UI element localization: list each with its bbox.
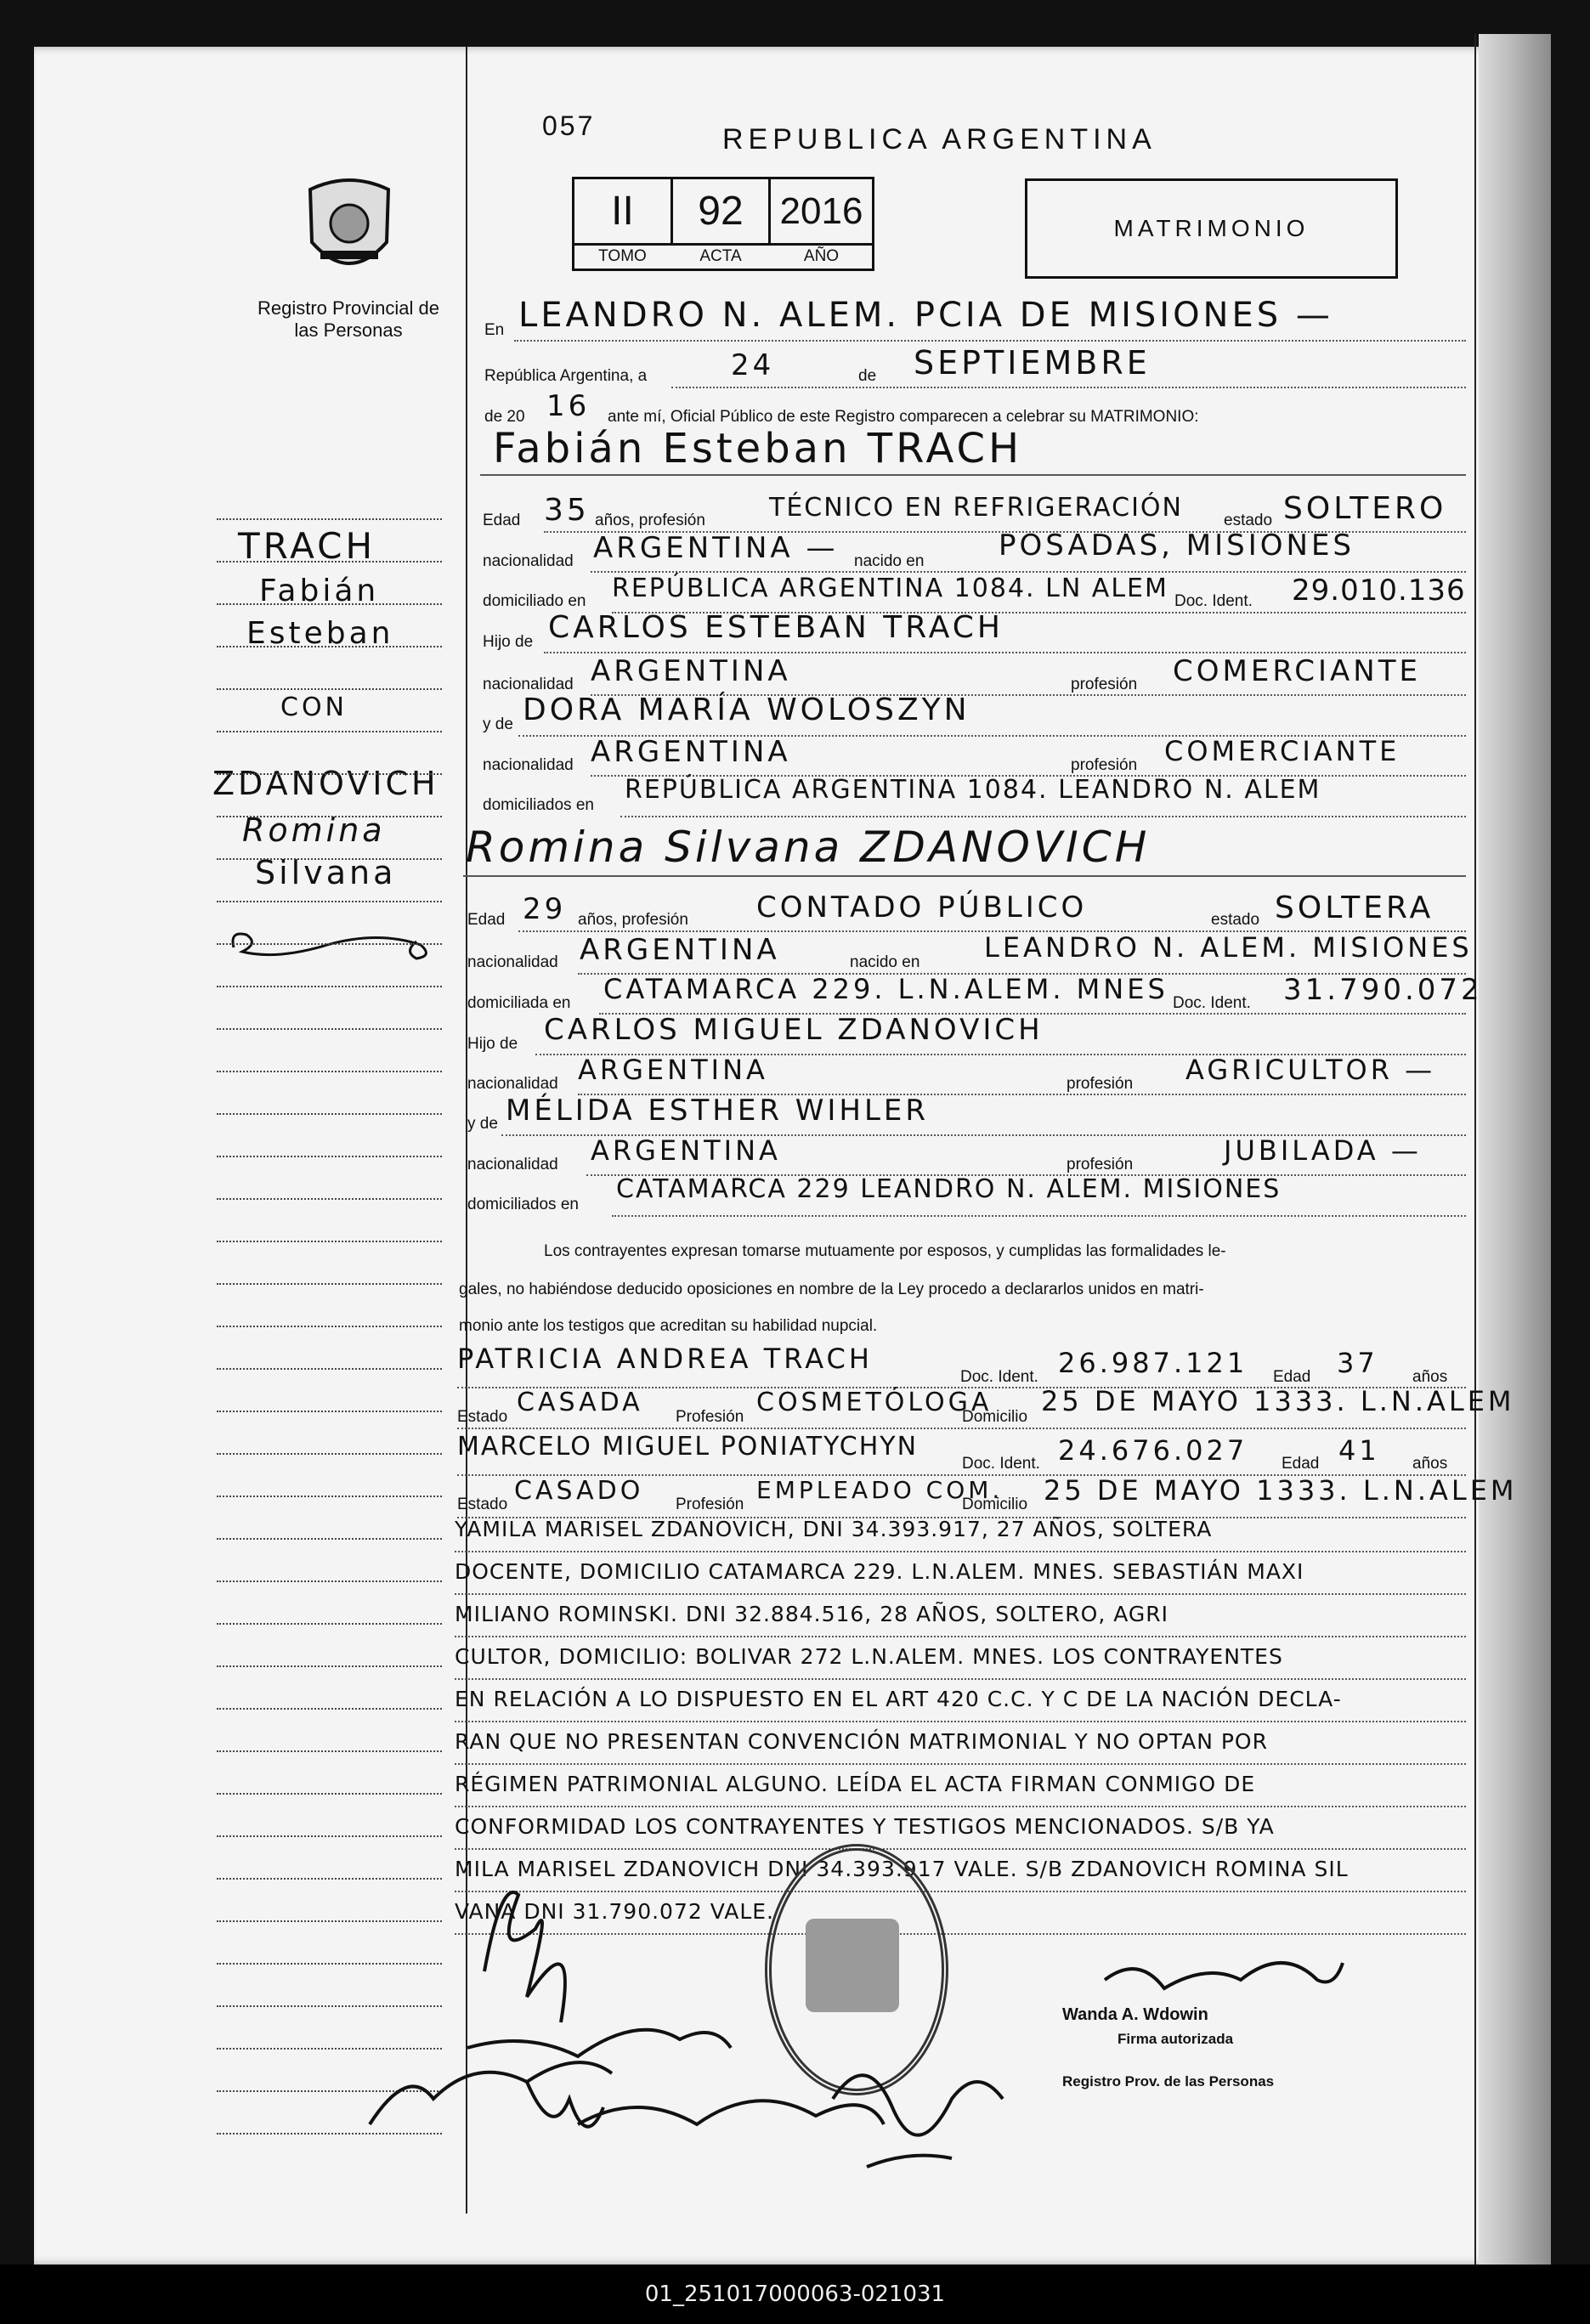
margin-surname-groom: TRACH — [238, 525, 376, 567]
witness-1-doc: 26.987.121 — [1058, 1347, 1248, 1379]
margin-dotted-line — [217, 1623, 442, 1625]
year-suffix: 16 — [546, 389, 591, 423]
groom-estado-label: estado — [1224, 512, 1273, 529]
margin-name-groom-1: Fabián — [259, 574, 380, 608]
witness-1-edad: 37 — [1337, 1347, 1378, 1379]
country-title: REPUBLICA ARGENTINA — [722, 123, 1157, 155]
signatures-icon — [357, 1844, 1462, 2184]
witness-1-domicilio-label: Domicilio — [962, 1408, 1028, 1426]
groom-father-profesion: COMERCIANTE — [1173, 654, 1421, 688]
note-line: YAMILA MARISEL ZDANOVICH, DNI 34.393.917, 27 AÑOS, SOLTERA — [455, 1517, 1213, 1541]
witness-1-name: PATRICIA ANDREA TRACH — [457, 1343, 873, 1375]
witness-1-doc-label: Doc. Ident. — [960, 1368, 1038, 1386]
bride-mother: MÉLIDA ESTHER WIHLER — [506, 1094, 930, 1128]
bride-domiciliada-label: domiciliada en — [467, 994, 571, 1012]
image-id-caption: 01_251017000063-021031 — [0, 2265, 1590, 2324]
witness-2-domicilio-label: Domicilio — [962, 1496, 1028, 1513]
groom-domicilio: REPÚBLICA ARGENTINA 1084. LN ALEM — [612, 574, 1168, 603]
groom-father-prof-label: profesión — [1071, 676, 1138, 693]
bride-father: CARLOS MIGUEL ZDANOVICH — [544, 1013, 1044, 1047]
bride-father-prof-label: profesión — [1067, 1075, 1134, 1093]
margin-dotted-line — [217, 1326, 442, 1327]
bride-domiciliados-label: domiciliados en — [467, 1196, 579, 1213]
groom-nacionalidad-label: nacionalidad — [483, 552, 574, 570]
declaration-line-1: Los contrayentes expresan tomarse mutuamente por esposos, y cumplidas las formalidades le- — [544, 1242, 1226, 1260]
groom-parents-domicilio: REPÚBLICA ARGENTINA 1084. LEANDRO N. ALEM — [625, 775, 1321, 805]
margin-dotted-line — [217, 816, 442, 817]
note-line: CULTOR, DOMICILIO: BOLIVAR 272 L.N.ALEM. MNES. LOS CONTRAYENTES — [455, 1644, 1283, 1669]
bride-doc-label: Doc. Ident. — [1173, 994, 1251, 1012]
bride-edad: 29 — [523, 892, 567, 926]
bride-doc: 31.790.072 — [1283, 973, 1483, 1007]
groom-hijo-label: Hijo de — [483, 633, 534, 651]
groom-father-nac-label: nacionalidad — [483, 676, 574, 693]
margin-dotted-line — [217, 943, 442, 945]
declaration-line-3: monio ante los testigos que acreditan su habilidad nupcial. — [459, 1317, 878, 1335]
anio-label: AÑO — [803, 247, 840, 265]
groom-mother-nac-label: nacionalidad — [483, 756, 574, 774]
margin-name-bride-1: Romina — [242, 811, 386, 849]
en-label: En — [484, 321, 505, 339]
note-line: RÉGIMEN PATRIMONIAL ALGUNO. LEÍDA EL ACTA FIRMAN CONMIGO DE — [455, 1772, 1256, 1796]
registry-name: Registro Provincial de las Personas — [257, 297, 439, 341]
margin-dotted-line — [217, 1198, 442, 1200]
month-value: SEPTIEMBRE — [914, 344, 1151, 382]
groom-mother-prof-label: profesión — [1071, 756, 1138, 774]
intro-statement: ante mí, Oficial Público de este Registro comparecen a celebrar su MATRIMONIO: — [608, 408, 1199, 426]
margin-dotted-line — [217, 1793, 442, 1795]
groom-doc: 29.010.136 — [1292, 574, 1466, 608]
bride-father-profesion: AGRICULTOR — — [1185, 1054, 1436, 1086]
groom-edad-label: Edad — [483, 512, 521, 529]
margin-dotted-line — [217, 688, 442, 690]
note-line: DOCENTE, DOMICILIO CATAMARCA 229. L.N.ALEM. MNES. SEBASTIÁN MAXI — [455, 1559, 1304, 1584]
margin-dotted-line — [217, 901, 442, 902]
margin-dotted-line — [217, 1750, 442, 1752]
anio-value: 2016 — [779, 190, 863, 232]
groom-yde-label: y de — [483, 715, 513, 733]
official-role: Firma autorizada — [1118, 2031, 1234, 2047]
witness-2-profesion-label: Profesión — [676, 1496, 744, 1513]
official-name: Wanda A. Wdowin — [1062, 2005, 1208, 2024]
witness-1-profesion-label: Profesión — [676, 1408, 744, 1426]
bride-profesion: CONTADO PÚBLICO — [756, 891, 1088, 925]
margin-dotted-line — [217, 1071, 442, 1072]
groom-father: CARLOS ESTEBAN TRACH — [548, 610, 1004, 645]
de-label: de — [858, 367, 877, 385]
tomo-value: II — [574, 179, 673, 243]
witness-1-estado: CASADA — [517, 1388, 643, 1417]
note-line: MILA MARISEL ZDANOVICH DNI 34.393.917 VALE. S/B ZDANOVICH ROMINA SIL — [455, 1857, 1349, 1881]
margin-dotted-line — [217, 1453, 442, 1455]
witness-1-profesion: COSMETÓLOGA — [756, 1388, 993, 1417]
witness-1-edad-label: Edad — [1273, 1368, 1311, 1386]
declaration-line-2: gales, no habiéndose deducido oposiciones en nombre de la Ley procedo a declararlos unidos en matri- — [459, 1281, 1204, 1298]
bride-nacionalidad-label: nacionalidad — [467, 953, 558, 971]
day-value: 24 — [731, 348, 775, 382]
margin-name-groom-2: Esteban — [246, 616, 394, 651]
record-type-box: MATRIMONIO — [1025, 178, 1398, 279]
bride-father-nacionalidad: ARGENTINA — [578, 1054, 768, 1086]
tomo-acta-box — [572, 177, 874, 271]
year-prefix: de 20 — [484, 408, 525, 426]
margin-dotted-line — [217, 1113, 442, 1115]
margin-dotted-line — [217, 518, 442, 520]
bride-father-nac-label: nacionalidad — [467, 1075, 558, 1093]
bride-domicilio: CATAMARCA 229. L.N.ALEM. MNES — [603, 973, 1168, 1005]
margin-dotted-line — [217, 1028, 442, 1030]
place-value: LEANDRO N. ALEM. PCIA DE MISIONES — — [518, 296, 1333, 335]
groom-nacionalidad: ARGENTINA — — [593, 531, 839, 565]
margin-dotted-line — [217, 1580, 442, 1582]
province-seal — [302, 174, 397, 280]
folio-number: 057 — [542, 110, 596, 141]
witness-2-anios-label: años — [1412, 1455, 1448, 1473]
groom-anios-label: años, profesión — [595, 512, 705, 529]
margin-dotted-line — [217, 1368, 442, 1370]
margin-dotted-line — [217, 773, 442, 775]
witness-2-profesion: EMPLEADO COM. — [756, 1476, 1004, 1504]
witness-2-edad-label: Edad — [1282, 1455, 1320, 1473]
bride-edad-label: Edad — [467, 911, 506, 929]
bride-nacido-label: nacido en — [850, 953, 920, 971]
groom-domiciliados-label: domiciliados en — [483, 796, 594, 814]
margin-dotted-line — [217, 731, 442, 732]
bride-estado: SOLTERA — [1275, 891, 1434, 925]
margin-dotted-line — [217, 1665, 442, 1667]
bride-yde-label: y de — [467, 1115, 498, 1133]
margin-con: CON — [280, 693, 348, 722]
groom-mother-nacionalidad: ARGENTINA — [591, 735, 791, 769]
margin-dotted-line — [217, 1708, 442, 1710]
acta-label: ACTA — [699, 247, 742, 265]
groom-nacido-label: nacido en — [854, 552, 925, 570]
bride-mother-nacionalidad: ARGENTINA — [591, 1134, 781, 1167]
bride-hijo-label: Hijo de — [467, 1035, 518, 1053]
note-line: EN RELACIÓN A LO DISPUESTO EN EL ART 420 C.C. Y C DE LA NACIÓN DECLA- — [455, 1687, 1342, 1711]
margin-dotted-line — [217, 1156, 442, 1157]
witness-2-name: MARCELO MIGUEL PONIATYCHYN — [457, 1432, 919, 1462]
groom-profesion: TÉCNICO EN REFRIGERACIÓN — [769, 493, 1183, 523]
margin-dotted-line — [217, 1496, 442, 1497]
note-line: CONFORMIDAD LOS CONTRAYENTES Y TESTIGOS MENCIONADOS. S/B YA — [455, 1814, 1275, 1839]
witness-2-edad: 41 — [1338, 1434, 1380, 1467]
groom-nacido: POSADAS, MISIONES — [999, 529, 1355, 563]
bride-full-name: Romina Silvana ZDANOVICH — [466, 823, 1151, 872]
margin-dotted-line — [217, 646, 442, 647]
note-line: VANA DNI 31.790.072 VALE. — [455, 1899, 774, 1924]
groom-father-nacionalidad: ARGENTINA — [591, 654, 791, 688]
groom-domiciliado-label: domiciliado en — [483, 592, 586, 610]
margin-dotted-line — [217, 1241, 442, 1242]
tomo-label: TOMO — [598, 247, 647, 265]
margin-dotted-line — [217, 603, 442, 605]
groom-edad: 35 — [544, 493, 590, 528]
note-line: MILIANO ROMINSKI. DNI 32.884.516, 28 AÑOS, SOLTERO, AGRI — [455, 1602, 1169, 1626]
witness-2-estado: CASADO — [514, 1476, 644, 1506]
book-binding — [1479, 34, 1551, 2277]
bride-mother-prof-label: profesión — [1067, 1156, 1134, 1173]
margin-flourish-icon — [225, 926, 438, 969]
groom-full-name: Fabián Esteban TRACH — [493, 425, 1023, 472]
margin-surname-bride: ZDANOVICH — [212, 765, 439, 802]
bride-nacido: LEANDRO N. ALEM. MISIONES — [984, 931, 1473, 964]
acta-value: 92 — [673, 179, 771, 243]
bride-mother-profesion: JUBILADA — — [1224, 1134, 1422, 1167]
margin-dotted-line — [217, 1835, 442, 1837]
bride-nacionalidad: ARGENTINA — [580, 933, 780, 967]
bride-estado-label: estado — [1211, 911, 1260, 929]
republica-label: República Argentina, a — [484, 367, 648, 385]
margin-dotted-line — [217, 1283, 442, 1285]
groom-doc-label: Doc. Ident. — [1174, 592, 1253, 610]
witness-2-doc-label: Doc. Ident. — [962, 1455, 1040, 1473]
bride-mother-nac-label: nacionalidad — [467, 1156, 558, 1173]
witness-2-doc: 24.676.027 — [1058, 1434, 1248, 1467]
margin-dotted-line — [217, 1538, 442, 1540]
groom-estado: SOLTERO — [1283, 491, 1447, 526]
groom-mother: DORA MARÍA WOLOSZYN — [523, 693, 970, 727]
margin-dotted-line — [217, 858, 442, 860]
official-office: Registro Prov. de las Personas — [1062, 2073, 1275, 2089]
margin-dotted-line — [217, 1411, 442, 1412]
province-seal-icon — [302, 174, 397, 280]
witness-1-estado-label: Estado — [457, 1408, 508, 1426]
witness-1-anios-label: años — [1412, 1368, 1448, 1386]
note-line: RAN QUE NO PRESENTAN CONVENCIÓN MATRIMONIAL Y NO OPTAN POR — [455, 1729, 1268, 1754]
witness-2-estado-label: Estado — [457, 1496, 508, 1513]
right-rule — [1474, 34, 1476, 2269]
margin-dotted-line — [217, 561, 442, 563]
bride-parents-domicilio: CATAMARCA 229 LEANDRO N. ALEM. MISIONES — [616, 1174, 1282, 1204]
margin-name-bride-2: Silvana — [255, 854, 397, 891]
bride-anios-label: años, profesión — [578, 911, 688, 929]
witness-1-domicilio: 25 DE MAYO 1333. L.N.ALEM — [1041, 1385, 1515, 1417]
witness-2-domicilio: 25 DE MAYO 1333. L.N.ALEM — [1044, 1474, 1518, 1507]
groom-mother-profesion: COMERCIANTE — [1164, 735, 1400, 767]
margin-dotted-line — [217, 986, 442, 987]
